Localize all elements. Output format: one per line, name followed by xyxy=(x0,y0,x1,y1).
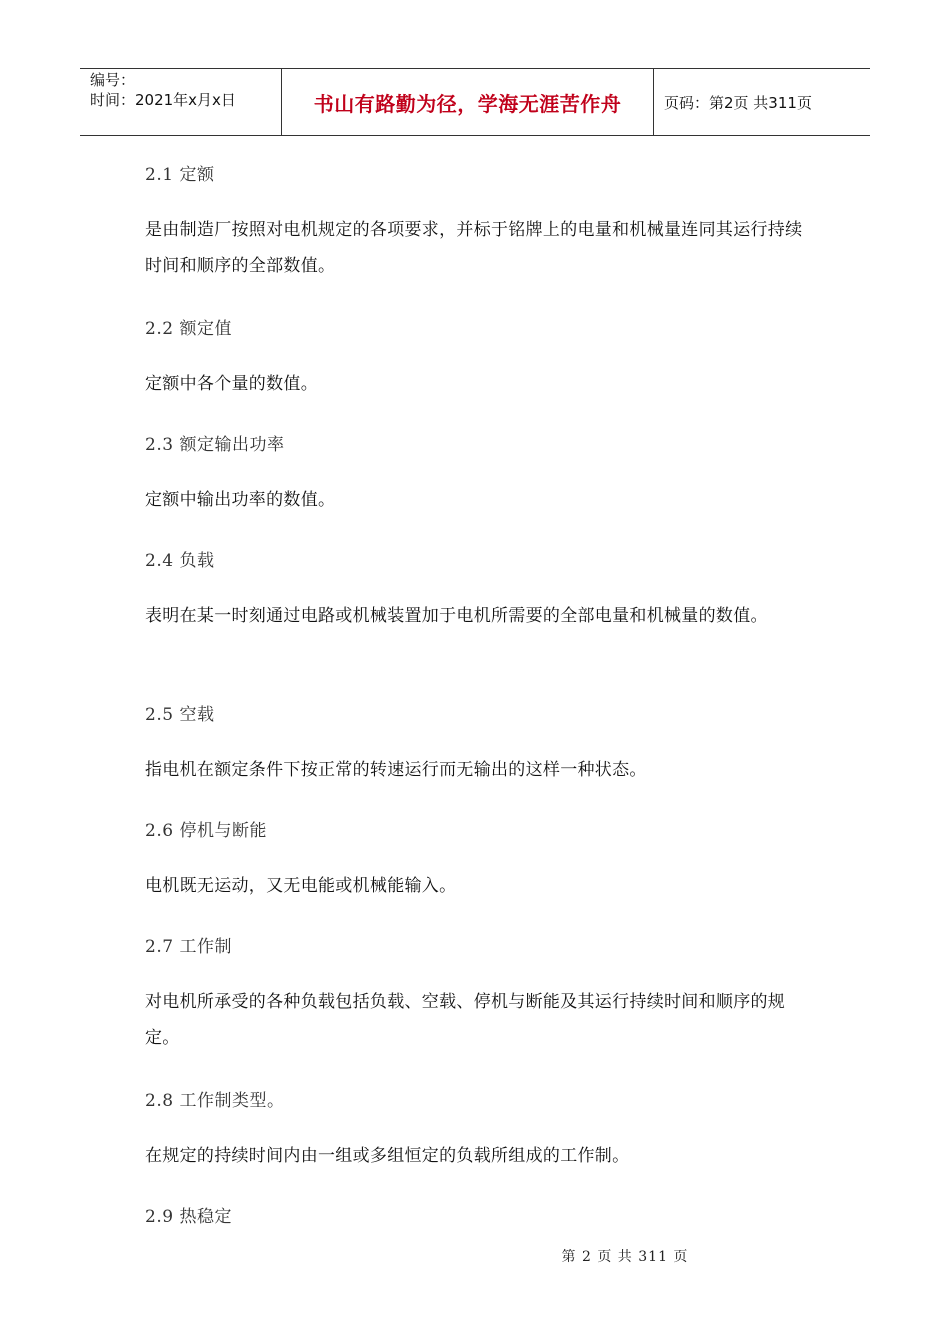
section-heading: 2.6 停机与断能 xyxy=(145,821,267,841)
section-heading: 2.4 负载 xyxy=(145,551,215,571)
section-paragraph: 定额中各个量的数值。 xyxy=(145,374,318,394)
header-page-cell xyxy=(654,69,870,135)
section-heading: 2.8 工作制类型。 xyxy=(145,1091,285,1111)
section-paragraph: 对电机所承受的各种负载包括负载、空载、停机与断能及其运行持续时间和顺序的规定。 xyxy=(145,992,786,1048)
section-heading: 2.3 额定输出功率 xyxy=(145,435,285,455)
page-footer: 第 2 页 共 311 页 xyxy=(561,1249,689,1265)
section-heading: 2.7 工作制 xyxy=(145,937,232,957)
page-header xyxy=(80,68,870,136)
header-meta xyxy=(80,69,282,135)
section-paragraph: 定额中输出功率的数值。 xyxy=(145,490,336,510)
header-page-info: 页码：第2页 共311页 xyxy=(664,93,812,112)
section-heading: 2.1 定额 xyxy=(145,165,215,185)
section-heading: 2.9 热稳定 xyxy=(145,1207,232,1227)
section-heading: 2.5 空载 xyxy=(145,705,215,725)
section-paragraph: 电机既无运动，又无电能或机械能输入。 xyxy=(145,876,457,896)
section-heading: 2.2 额定值 xyxy=(145,319,232,339)
header-motto: 书山有路勤为径，学海无涯苦作舟 xyxy=(313,91,622,116)
document-date: 时间：2021年x月x日 xyxy=(90,91,236,109)
section-paragraph: 是由制造厂按照对电机规定的各项要求，并标于铭牌上的电量和机械量连同其运行持续时间和顺序的全部数值。 xyxy=(145,220,803,276)
section-paragraph: 在规定的持续时间内由一组或多组恒定的负载所组成的工作制。 xyxy=(145,1146,630,1166)
header-motto-cell xyxy=(282,69,654,135)
document-number-label: 编号： xyxy=(90,71,136,89)
section-paragraph: 表明在某一时刻通过电路或机械装置加于电机所需要的全部电量和机械量的数值。 xyxy=(145,606,768,626)
section-paragraph: 指电机在额定条件下按正常的转速运行而无输出的这样一种状态。 xyxy=(145,760,647,780)
